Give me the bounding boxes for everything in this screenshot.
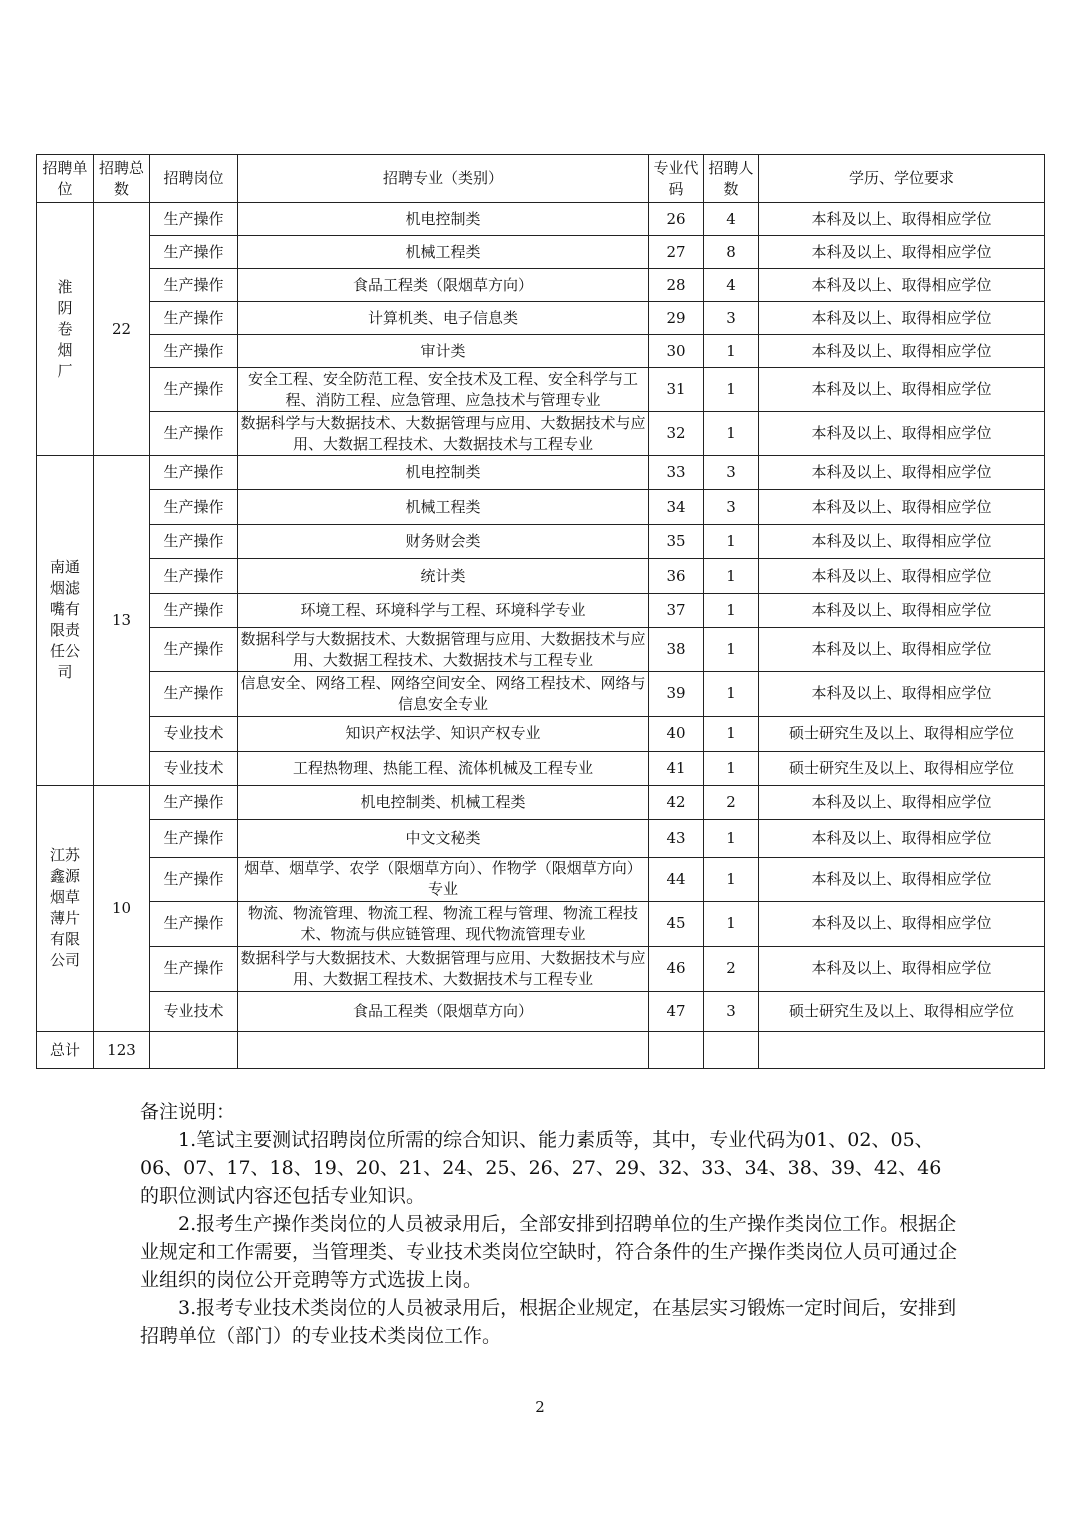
major-cell: 审计类 xyxy=(238,335,649,368)
count-cell: 1 xyxy=(704,857,759,901)
table-total-row xyxy=(37,1032,1045,1069)
major-cell: 数据科学与大数据技术、大数据管理与应用、大数据技术与应用、大数据工程技术、大数据技术与工程专业 xyxy=(238,412,649,456)
education-cell: 本科及以上、取得相应学位 xyxy=(759,594,1045,628)
major-cell: 知识产权法学、知识产权专业 xyxy=(238,716,649,751)
table-row xyxy=(37,785,1045,819)
position-cell: 生产操作 xyxy=(150,490,238,525)
code-cell: 44 xyxy=(649,857,704,901)
position-cell: 生产操作 xyxy=(150,819,238,857)
education-cell: 本科及以上、取得相应学位 xyxy=(759,456,1045,490)
position-cell: 生产操作 xyxy=(150,946,238,991)
education-cell: 硕士研究生及以上、取得相应学位 xyxy=(759,751,1045,785)
position-cell: 生产操作 xyxy=(150,335,238,368)
table-row xyxy=(37,628,1045,672)
code-cell: 39 xyxy=(649,672,704,716)
header-position: 招聘岗位 xyxy=(150,155,238,203)
education-cell: 硕士研究生及以上、取得相应学位 xyxy=(759,991,1045,1031)
position-cell: 生产操作 xyxy=(150,236,238,269)
major-cell: 信息安全、网络工程、网络空间安全、网络工程技术、网络与信息安全专业 xyxy=(238,672,649,716)
position-cell: 生产操作 xyxy=(150,672,238,716)
count-cell: 1 xyxy=(704,716,759,751)
note-item: 3.报考专业技术类岗位的人员被录用后，根据企业规定，在基层实习锻炼一定时间后，安排到招聘单位（部门）的专业技术类岗位工作。 xyxy=(140,1297,957,1347)
major-cell: 数据科学与大数据技术、大数据管理与应用、大数据技术与应用、大数据工程技术、大数据技术与工程专业 xyxy=(238,946,649,991)
count-cell: 1 xyxy=(704,594,759,628)
notes-section xyxy=(140,1098,960,1350)
table-row xyxy=(37,751,1045,785)
empty-cell xyxy=(649,1032,704,1069)
code-cell: 35 xyxy=(649,525,704,559)
position-cell: 专业技术 xyxy=(150,716,238,751)
header-total: 招聘总数 xyxy=(94,155,150,203)
education-cell: 本科及以上、取得相应学位 xyxy=(759,236,1045,269)
education-cell: 本科及以上、取得相应学位 xyxy=(759,901,1045,946)
count-cell: 4 xyxy=(704,269,759,302)
major-cell: 工程热物理、热能工程、流体机械及工程专业 xyxy=(238,751,649,785)
position-cell: 专业技术 xyxy=(150,751,238,785)
count-cell: 3 xyxy=(704,302,759,335)
position-cell: 生产操作 xyxy=(150,857,238,901)
header-education: 学历、学位要求 xyxy=(759,155,1045,203)
code-cell: 37 xyxy=(649,594,704,628)
unit-name-cell: 淮 阴 卷 烟 厂 xyxy=(37,203,94,456)
code-cell: 30 xyxy=(649,335,704,368)
major-cell: 财务财会类 xyxy=(238,525,649,559)
code-cell: 47 xyxy=(649,991,704,1031)
table-row xyxy=(37,716,1045,751)
position-cell: 生产操作 xyxy=(150,785,238,819)
position-cell: 生产操作 xyxy=(150,628,238,672)
note-item: 1.笔试主要测试招聘岗位所需的综合知识、能力素质等，其中，专业代码为01、02、05、06、07、17、18、19、20、21、24、25、26、27、29、32、33、34、38、39、42、46的职位测试内容还包括专业知识。 xyxy=(140,1129,942,1207)
count-cell: 2 xyxy=(704,946,759,991)
unit-total-cell: 10 xyxy=(94,785,150,1031)
education-cell: 本科及以上、取得相应学位 xyxy=(759,412,1045,456)
code-cell: 26 xyxy=(649,203,704,236)
education-cell: 本科及以上、取得相应学位 xyxy=(759,203,1045,236)
education-cell: 本科及以上、取得相应学位 xyxy=(759,785,1045,819)
count-cell: 1 xyxy=(704,335,759,368)
count-cell: 2 xyxy=(704,785,759,819)
education-cell: 本科及以上、取得相应学位 xyxy=(759,490,1045,525)
header-unit: 招聘单位 xyxy=(37,155,94,203)
position-cell: 专业技术 xyxy=(150,991,238,1031)
code-cell: 34 xyxy=(649,490,704,525)
code-cell: 28 xyxy=(649,269,704,302)
note-item: 2.报考生产操作类岗位的人员被录用后，全部安排到招聘单位的生产操作类岗位工作。根据企业规定和工作需要，当管理类、专业技术类岗位空缺时，符合条件的生产操作类岗位人员可通过企业组织的岗位公开竞聘等方式选拔上岗。 xyxy=(140,1213,958,1291)
position-cell: 生产操作 xyxy=(150,269,238,302)
header-count: 招聘人数 xyxy=(704,155,759,203)
position-cell: 生产操作 xyxy=(150,412,238,456)
table-row xyxy=(37,525,1045,559)
education-cell: 本科及以上、取得相应学位 xyxy=(759,857,1045,901)
education-cell: 硕士研究生及以上、取得相应学位 xyxy=(759,716,1045,751)
header-major: 招聘专业（类别） xyxy=(238,155,649,203)
unit-name-cell: 南通 烟滤 嘴有 限责 任公 司 xyxy=(37,456,94,785)
count-cell: 1 xyxy=(704,559,759,594)
table-row xyxy=(37,819,1045,857)
table-row xyxy=(37,672,1045,716)
count-cell: 3 xyxy=(704,456,759,490)
table-row xyxy=(37,335,1045,368)
table-row xyxy=(37,901,1045,946)
position-cell: 生产操作 xyxy=(150,302,238,335)
count-cell: 3 xyxy=(704,991,759,1031)
count-cell: 8 xyxy=(704,236,759,269)
table-row xyxy=(37,991,1045,1031)
count-cell: 1 xyxy=(704,628,759,672)
unit-total-cell: 13 xyxy=(94,456,150,785)
table-row xyxy=(37,490,1045,525)
empty-cell xyxy=(759,1032,1045,1069)
major-cell: 机电控制类、机械工程类 xyxy=(238,785,649,819)
education-cell: 本科及以上、取得相应学位 xyxy=(759,269,1045,302)
count-cell: 4 xyxy=(704,203,759,236)
code-cell: 36 xyxy=(649,559,704,594)
major-cell: 食品工程类（限烟草方向） xyxy=(238,991,649,1031)
count-cell: 1 xyxy=(704,901,759,946)
major-cell: 物流、物流管理、物流工程、物流工程与管理、物流工程技术、物流与供应链管理、现代物流管理专业 xyxy=(238,901,649,946)
major-cell: 数据科学与大数据技术、大数据管理与应用、大数据技术与应用、大数据工程技术、大数据技术与工程专业 xyxy=(238,628,649,672)
major-cell: 计算机类、电子信息类 xyxy=(238,302,649,335)
education-cell: 本科及以上、取得相应学位 xyxy=(759,672,1045,716)
empty-cell xyxy=(704,1032,759,1069)
table-row xyxy=(37,269,1045,302)
table-row xyxy=(37,368,1045,412)
major-cell: 安全工程、安全防范工程、安全技术及工程、安全科学与工程、消防工程、应急管理、应急技术与管理专业 xyxy=(238,368,649,412)
table-row xyxy=(37,236,1045,269)
table-row xyxy=(37,857,1045,901)
unit-name-cell: 江苏 鑫源 烟草 薄片 有限 公司 xyxy=(37,785,94,1031)
position-cell: 生产操作 xyxy=(150,368,238,412)
position-cell: 生产操作 xyxy=(150,901,238,946)
table-row xyxy=(37,203,1045,236)
major-cell: 烟草、烟草学、农学（限烟草方向）、作物学（限烟草方向）专业 xyxy=(238,857,649,901)
table-row xyxy=(37,412,1045,456)
position-cell: 生产操作 xyxy=(150,456,238,490)
recruitment-table xyxy=(36,154,1045,1069)
code-cell: 46 xyxy=(649,946,704,991)
header-code: 专业代码 xyxy=(649,155,704,203)
count-cell: 1 xyxy=(704,525,759,559)
code-cell: 43 xyxy=(649,819,704,857)
code-cell: 41 xyxy=(649,751,704,785)
major-cell: 中文文秘类 xyxy=(238,819,649,857)
code-cell: 31 xyxy=(649,368,704,412)
code-cell: 38 xyxy=(649,628,704,672)
position-cell: 生产操作 xyxy=(150,525,238,559)
education-cell: 本科及以上、取得相应学位 xyxy=(759,819,1045,857)
code-cell: 32 xyxy=(649,412,704,456)
empty-cell xyxy=(238,1032,649,1069)
empty-cell xyxy=(150,1032,238,1069)
table-row xyxy=(37,594,1045,628)
education-cell: 本科及以上、取得相应学位 xyxy=(759,525,1045,559)
count-cell: 1 xyxy=(704,672,759,716)
major-cell: 机电控制类 xyxy=(238,456,649,490)
total-label: 总计 xyxy=(37,1032,94,1069)
education-cell: 本科及以上、取得相应学位 xyxy=(759,368,1045,412)
page-number: 2 xyxy=(535,1398,545,1416)
major-cell: 食品工程类（限烟草方向） xyxy=(238,269,649,302)
code-cell: 33 xyxy=(649,456,704,490)
major-cell: 机械工程类 xyxy=(238,236,649,269)
count-cell: 3 xyxy=(704,490,759,525)
major-cell: 统计类 xyxy=(238,559,649,594)
education-cell: 本科及以上、取得相应学位 xyxy=(759,335,1045,368)
education-cell: 本科及以上、取得相应学位 xyxy=(759,302,1045,335)
major-cell: 机电控制类 xyxy=(238,203,649,236)
table-row xyxy=(37,456,1045,490)
notes-title: 备注说明： xyxy=(140,1101,236,1123)
count-cell: 1 xyxy=(704,412,759,456)
table-header-row xyxy=(37,155,1045,203)
table-row xyxy=(37,946,1045,991)
code-cell: 45 xyxy=(649,901,704,946)
count-cell: 1 xyxy=(704,751,759,785)
major-cell: 环境工程、环境科学与工程、环境科学专业 xyxy=(238,594,649,628)
education-cell: 本科及以上、取得相应学位 xyxy=(759,628,1045,672)
code-cell: 40 xyxy=(649,716,704,751)
table-row xyxy=(37,559,1045,594)
education-cell: 本科及以上、取得相应学位 xyxy=(759,946,1045,991)
count-cell: 1 xyxy=(704,368,759,412)
code-cell: 27 xyxy=(649,236,704,269)
code-cell: 42 xyxy=(649,785,704,819)
major-cell: 机械工程类 xyxy=(238,490,649,525)
table-row xyxy=(37,302,1045,335)
unit-total-cell: 22 xyxy=(94,203,150,456)
education-cell: 本科及以上、取得相应学位 xyxy=(759,559,1045,594)
total-value: 123 xyxy=(94,1032,150,1069)
position-cell: 生产操作 xyxy=(150,594,238,628)
table-body xyxy=(37,203,1045,1032)
count-cell: 1 xyxy=(704,819,759,857)
code-cell: 29 xyxy=(649,302,704,335)
position-cell: 生产操作 xyxy=(150,203,238,236)
position-cell: 生产操作 xyxy=(150,559,238,594)
